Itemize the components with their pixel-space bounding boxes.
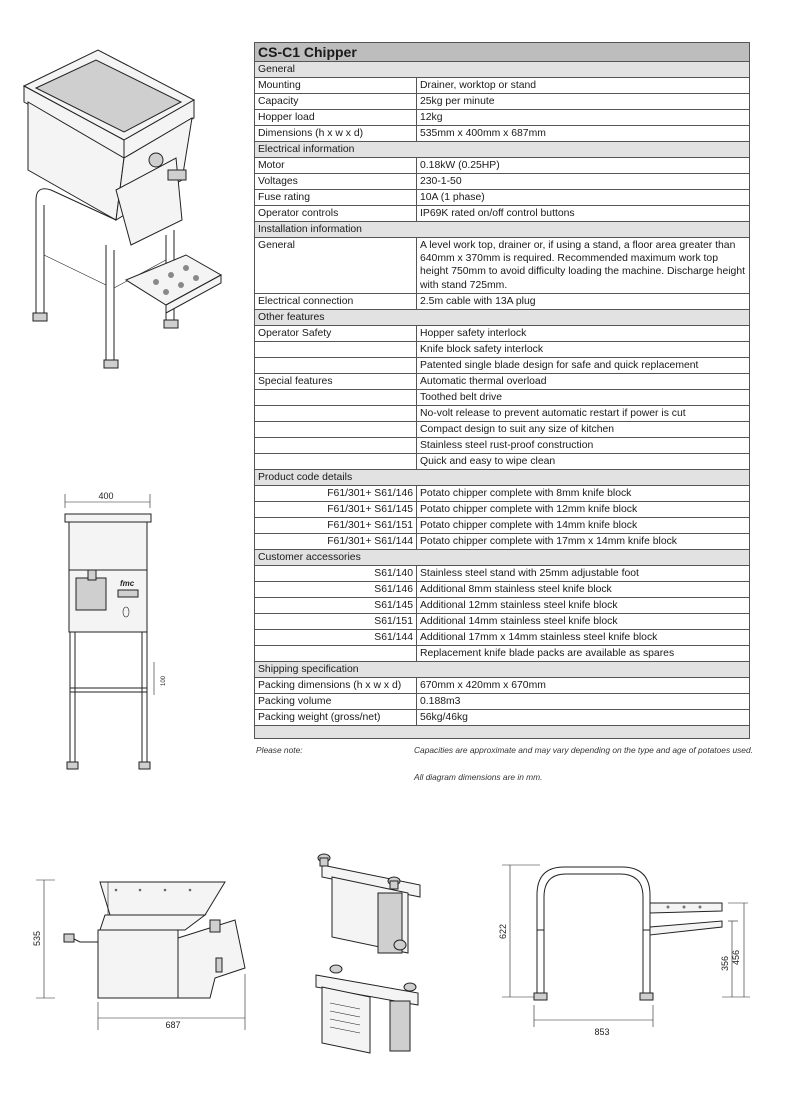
spec-row: [255, 613, 750, 629]
spec-value: Compact design to suit any size of kitchen: [417, 421, 750, 437]
spec-value: 670mm x 420mm x 670mm: [417, 677, 750, 693]
spec-label: [255, 341, 417, 357]
spec-value: 535mm x 400mm x 687mm: [417, 126, 750, 142]
spec-row: [255, 110, 750, 126]
spec-value: 10A (1 phase): [417, 190, 750, 206]
spec-value: 230-1-50: [417, 174, 750, 190]
spec-title: CS-C1 Chipper: [255, 43, 750, 62]
section-header-row: [255, 549, 750, 565]
side-height-label: 535: [32, 930, 42, 946]
spec-value: Drainer, worktop or stand: [417, 78, 750, 94]
stand-tray-low-label: 356: [720, 955, 730, 971]
section-header-row: [255, 661, 750, 677]
section-heading: Shipping specification: [255, 661, 750, 677]
spec-title-row: [255, 43, 750, 62]
spec-row: [255, 437, 750, 453]
spec-label: Operator Safety: [255, 325, 417, 341]
spec-label: Motor: [255, 158, 417, 174]
spec-row: [255, 94, 750, 110]
spec-value: Quick and easy to wipe clean: [417, 453, 750, 469]
spec-value: Stainless steel stand with 25mm adjustable foot: [417, 565, 750, 581]
note-dimensions: All diagram dimensions are in mm.: [414, 772, 543, 782]
spec-label: Packing weight (gross/net): [255, 709, 417, 725]
product-code: F61/301+ S61/151: [255, 517, 417, 533]
spec-label: Packing volume: [255, 693, 417, 709]
machine-isometric-illustration: [6, 30, 226, 410]
spec-row: [255, 693, 750, 709]
section-header-row: [255, 222, 750, 238]
product-code: S61/144: [255, 629, 417, 645]
section-heading: Customer accessories: [255, 549, 750, 565]
spec-label: Fuse rating: [255, 190, 417, 206]
spec-value: Stainless steel rust-proof construction: [417, 437, 750, 453]
spec-row: [255, 325, 750, 341]
spec-row: [255, 389, 750, 405]
spec-label: Operator controls: [255, 206, 417, 222]
spec-value: 25kg per minute: [417, 94, 750, 110]
product-code: S61/146: [255, 581, 417, 597]
front-elevation-drawing: [58, 490, 168, 775]
spec-row: [255, 158, 750, 174]
spec-label: [255, 437, 417, 453]
section-header-row: [255, 142, 750, 158]
side-elevation-drawing: [30, 870, 280, 1030]
spec-row: [255, 485, 750, 501]
spec-label: Packing dimensions (h x w x d): [255, 677, 417, 693]
spec-value: 2.5m cable with 13A plug: [417, 293, 750, 309]
front-width-label: 400: [98, 491, 114, 501]
product-code: F61/301+ S61/145: [255, 501, 417, 517]
spec-row: [255, 629, 750, 645]
spec-row: [255, 341, 750, 357]
spec-row: [255, 293, 750, 309]
product-code: F61/301+ S61/146: [255, 485, 417, 501]
spec-value: Replacement knife blade packs are available as spares: [417, 645, 750, 661]
stand-tray-high-label: 456: [731, 949, 741, 965]
spec-value: Knife block safety interlock: [417, 341, 750, 357]
stand-height-label: 622: [498, 923, 508, 939]
spec-value: 56kg/46kg: [417, 709, 750, 725]
spec-row: [255, 597, 750, 613]
spec-value: Potato chipper complete with 12mm knife block: [417, 501, 750, 517]
spec-label: [255, 405, 417, 421]
spec-value: Potato chipper complete with 8mm knife block: [417, 485, 750, 501]
spec-label: Capacity: [255, 94, 417, 110]
spec-row: [255, 206, 750, 222]
product-code: S61/140: [255, 565, 417, 581]
spec-label: Special features: [255, 373, 417, 389]
stand-drawing: [492, 855, 752, 1045]
section-heading: Electrical information: [255, 142, 750, 158]
spec-value: Automatic thermal overload: [417, 373, 750, 389]
spec-row: [255, 421, 750, 437]
spec-label: [255, 453, 417, 469]
spec-value: No-volt release to prevent automatic restart if power is cut: [417, 405, 750, 421]
product-code: S61/145: [255, 597, 417, 613]
spec-label: [255, 421, 417, 437]
product-code: S61/151: [255, 613, 417, 629]
spec-value: Hopper safety interlock: [417, 325, 750, 341]
spec-row: [255, 517, 750, 533]
spec-row: [255, 126, 750, 142]
spec-row: [255, 357, 750, 373]
spec-value: A level work top, drainer or, if using a stand, a floor area greater than 640mm x 370mm is required. Recommended maximum work top height 750mm to avoid difficulty loading the machine. Discharge height with stand 725mm.: [417, 238, 750, 294]
spec-row: [255, 565, 750, 581]
front-height-label: 100: [161, 675, 167, 686]
spec-row: [255, 501, 750, 517]
section-header-row: [255, 62, 750, 78]
spec-value: 0.18kW (0.25HP): [417, 158, 750, 174]
spec-value: Patented single blade design for safe and quick replacement: [417, 357, 750, 373]
spec-row: [255, 533, 750, 549]
spec-row: [255, 190, 750, 206]
table-footer-row: [255, 725, 750, 738]
note-label: Please note:: [256, 745, 303, 755]
section-heading: Other features: [255, 309, 750, 325]
spec-row: [255, 581, 750, 597]
spec-value: Toothed belt drive: [417, 389, 750, 405]
spec-row: [255, 373, 750, 389]
spec-row: [255, 78, 750, 94]
section-header-row: [255, 309, 750, 325]
spec-table: [254, 42, 750, 739]
product-code: [255, 645, 417, 661]
spec-value: IP69K rated on/off control buttons: [417, 206, 750, 222]
table-footer-cell: [255, 725, 750, 738]
section-heading: General: [255, 62, 750, 78]
spec-value: Additional 14mm stainless steel knife block: [417, 613, 750, 629]
note-capacities: Capacities are approximate and may vary depending on the type and age of potatoes used.: [414, 745, 753, 755]
spec-value: Potato chipper complete with 17mm x 14mm knife block: [417, 533, 750, 549]
spec-value: Additional 17mm x 14mm stainless steel knife block: [417, 629, 750, 645]
stand-width-label: 853: [594, 1027, 610, 1037]
spec-label: Mounting: [255, 78, 417, 94]
spec-value: 12kg: [417, 110, 750, 126]
spec-row: [255, 453, 750, 469]
product-code: F61/301+ S61/144: [255, 533, 417, 549]
spec-label: Dimensions (h x w x d): [255, 126, 417, 142]
knife-block-drawing: [300, 845, 440, 1060]
spec-label: [255, 389, 417, 405]
front-brand-label: fmc: [120, 579, 135, 588]
side-depth-label: 687: [165, 1020, 181, 1030]
section-heading: Product code details: [255, 469, 750, 485]
spec-label: Voltages: [255, 174, 417, 190]
spec-label: [255, 357, 417, 373]
spec-label: Electrical connection: [255, 293, 417, 309]
spec-row: [255, 174, 750, 190]
spec-row: [255, 709, 750, 725]
spec-label: General: [255, 238, 417, 294]
spec-value: Potato chipper complete with 14mm knife block: [417, 517, 750, 533]
spec-row: [255, 677, 750, 693]
spec-label: Hopper load: [255, 110, 417, 126]
spec-row: [255, 645, 750, 661]
spec-row: [255, 405, 750, 421]
section-header-row: [255, 469, 750, 485]
spec-row: [255, 238, 750, 294]
section-heading: Installation information: [255, 222, 750, 238]
spec-value: 0.188m3: [417, 693, 750, 709]
spec-value: Additional 8mm stainless steel knife block: [417, 581, 750, 597]
spec-value: Additional 12mm stainless steel knife block: [417, 597, 750, 613]
